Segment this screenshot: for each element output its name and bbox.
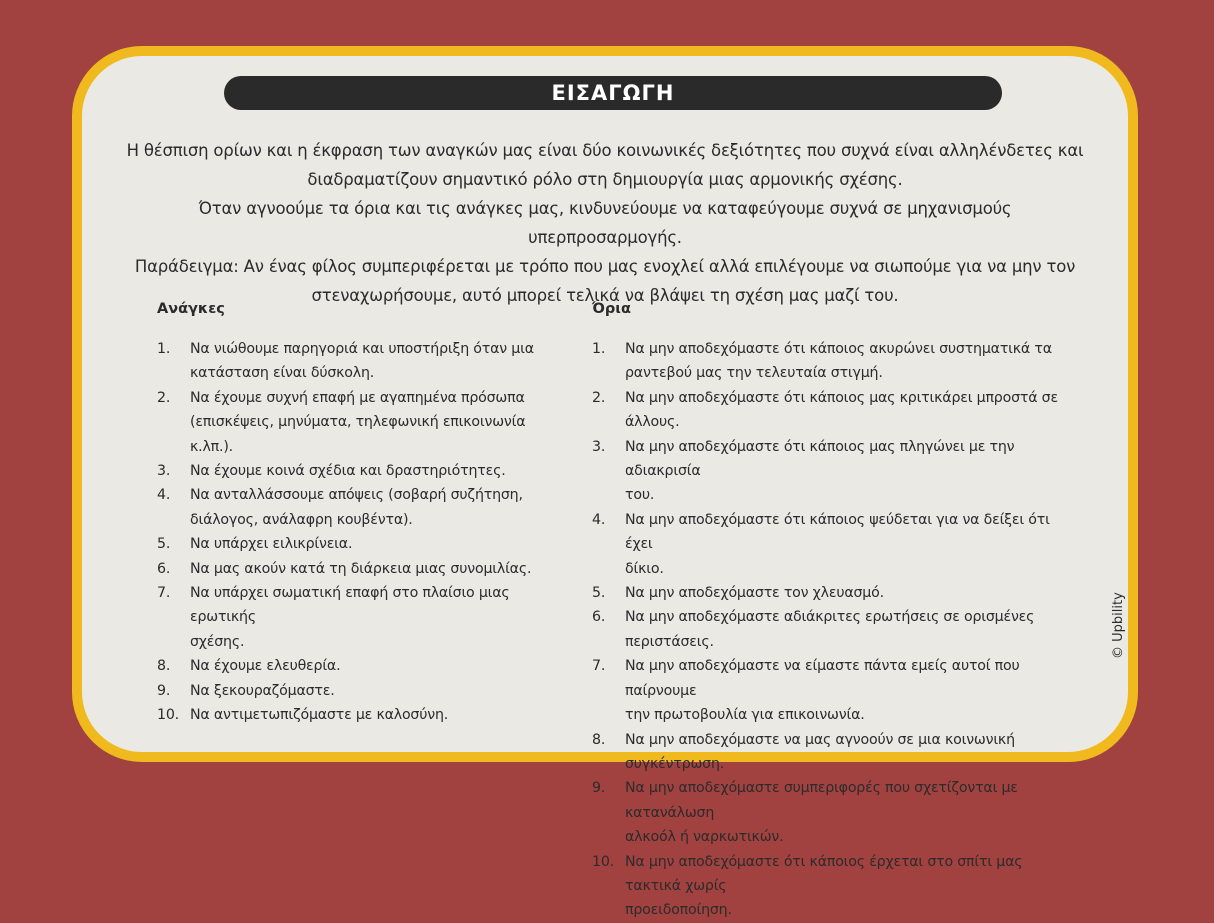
needs-item-number: 3. (157, 463, 171, 480)
limits-item-text: Να μην αποδεχόμαστε ότι κάποιος μας κριτικάρει μπροστά σε άλλους. (625, 389, 1058, 431)
limits-item-number: 2. (592, 389, 606, 406)
limits-item-text: περιστάσεις. (625, 633, 714, 650)
limits-item-text: Να μην αποδεχόμαστε συμπεριφορές που σχετίζονται με κατανάλωση (625, 780, 1018, 821)
limits-item-text: αλκοόλ ή ναρκωτικών. (625, 829, 784, 846)
needs-item (157, 386, 567, 459)
limits-item (592, 337, 1062, 386)
needs-item-text: Να ανταλλάσσουμε απόψεις (σοβαρή συζήτηση, (190, 487, 523, 504)
needs-item (157, 581, 567, 654)
needs-item-text: Να έχουμε ελευθερία. (190, 658, 341, 675)
needs-item-number: 7. (157, 585, 171, 602)
limits-item-number: 4. (592, 511, 606, 528)
needs-item-number: 5. (157, 536, 171, 553)
intro-paragraph: Όταν αγνοούμε τα όρια και τις ανάγκες μας, κινδυνεύουμε να καταφεύγουμε συχνά σε μηχανισμούς υπερπροσαρμογής. (198, 199, 1012, 247)
needs-item-text: Να ξεκουραζόμαστε. (190, 682, 335, 699)
needs-item (157, 703, 567, 727)
needs-item-text: Να υπάρχει σωματική επαφή στο πλαίσιο μιας ερωτικής (190, 585, 510, 626)
copyright-text: © Upbility (1111, 592, 1126, 659)
needs-item-number: 1. (157, 341, 171, 357)
limits-item-text: Να μην αποδεχόμαστε ότι κάποιος ψεύδεται για να δείξει ότι έχει (625, 511, 1050, 553)
needs-item-number: 4. (157, 487, 171, 504)
intro-text (122, 136, 1088, 310)
limits-item-text: Να μην αποδεχόμαστε τον χλευασμό. (625, 585, 884, 602)
needs-item-text: Να νιώθουμε παρηγοριά και υποστήριξη όταν μια (190, 341, 534, 357)
limits-column (592, 298, 1062, 923)
limits-heading: Όρια (592, 301, 631, 317)
limits-item-number: 3. (592, 438, 606, 455)
limits-item-text: Να μην αποδεχόμαστε αδιάκριτες ερωτήσεις σε ορισμένες (625, 609, 1035, 626)
limits-item-number: 8. (592, 731, 606, 748)
needs-item-number: 10. (157, 707, 179, 724)
needs-item-text: σχέσης. (190, 633, 245, 650)
needs-item (157, 483, 567, 532)
needs-item-number: 8. (157, 658, 171, 675)
title-bar: ΕΙΣΑΓΩΓΗ (224, 76, 1002, 110)
limits-item-text: Να μην αποδεχόμαστε να είμαστε πάντα εμείς αυτοί που παίρνουμε (625, 658, 1020, 699)
needs-item-text: Να μας ακούν κατά τη διάρκεια μιας συνομιλίας. (190, 560, 532, 577)
needs-item-number: 2. (157, 389, 171, 406)
limits-item-text: ραντεβού μας την τελευταία στιγμή. (625, 365, 883, 382)
limits-item-number: 5. (592, 585, 606, 602)
limits-item-text: του. (625, 487, 655, 504)
limits-item-number: 1. (592, 341, 606, 357)
limits-item (592, 386, 1062, 435)
needs-item-number: 6. (157, 560, 171, 577)
needs-item (157, 532, 567, 556)
needs-item-text: Να έχουμε συχνή επαφή με αγαπημένα πρόσωπα (190, 389, 525, 406)
needs-item (157, 557, 567, 581)
limits-list (592, 337, 1062, 923)
needs-item-number: 9. (157, 682, 171, 699)
limits-item-text: Να μην αποδεχόμαστε ότι κάποιος μας πληγώνει με την αδιακρισία (625, 438, 1015, 480)
limits-item (592, 654, 1062, 727)
needs-item-text: Να έχουμε κοινά σχέδια και δραστηριότητες. (190, 463, 506, 480)
limits-item (592, 728, 1062, 777)
card (72, 46, 1138, 919)
limits-item-text: Να μην αποδεχόμαστε ότι κάποιος ακυρώνει συστηματικά τα (625, 341, 1052, 357)
needs-item-text: κατάσταση είναι δύσκολη. (190, 365, 375, 382)
limits-item (592, 850, 1062, 923)
limits-item-number: 7. (592, 658, 606, 675)
needs-list (157, 337, 567, 728)
limits-item (592, 776, 1062, 849)
limits-item-text: Να μην αποδεχόμαστε να μας αγνοούν σε μια κοινωνική συγκέντρωση. (625, 731, 1015, 772)
needs-item (157, 337, 567, 386)
needs-heading: Ανάγκες (157, 301, 225, 317)
intro-paragraph: Παράδειγμα: Αν ένας φίλος συμπεριφέρεται με τρόπο που μας ενοχλεί αλλά επιλέγουμε να σιωπούμε για να μην τον στεναχωρήσουμε, αυτό μπορεί τελικά να βλάψει τη σχέση μας μαζί του. (134, 257, 1076, 305)
limits-item-text: προειδοποίηση. (625, 902, 732, 919)
needs-item-text: διάλογος, ανάλαφρη κουβέντα). (190, 511, 413, 528)
needs-item-text: Να αντιμετωπιζόμαστε με καλοσύνη. (190, 707, 449, 724)
limits-item (592, 508, 1062, 581)
needs-column (157, 298, 567, 728)
needs-item (157, 654, 567, 678)
limits-item-text: Να μην αποδεχόμαστε ότι κάποιος έρχεται στο σπίτι μας τακτικά χωρίς (625, 853, 1023, 894)
needs-item (157, 459, 567, 483)
needs-item-text: Να υπάρχει ειλικρίνεια. (190, 536, 353, 553)
limits-item-text: δίκιο. (625, 560, 664, 577)
limits-item (592, 605, 1062, 654)
limits-item-text: την πρωτοβουλία για επικοινωνία. (625, 707, 865, 724)
limits-item (592, 581, 1062, 605)
limits-item (592, 435, 1062, 508)
needs-item (157, 679, 567, 703)
limits-item-number: 6. (592, 609, 606, 626)
limits-item-number: 10. (592, 853, 614, 870)
intro-paragraph: Η θέσπιση ορίων και η έκφραση των αναγκών μας είναι δύο κοινωνικές δεξιότητες που συχνά είναι αλληλένδετες και διαδραματίζουν σημαντικό ρόλο στη δημιουργία μιας αρμονικής σχέσης. (126, 141, 1084, 189)
needs-item-text: (επισκέψεις, μηνύματα, τηλεφωνική επικοινωνία κ.λπ.). (190, 414, 526, 455)
limits-item-number: 9. (592, 780, 606, 797)
